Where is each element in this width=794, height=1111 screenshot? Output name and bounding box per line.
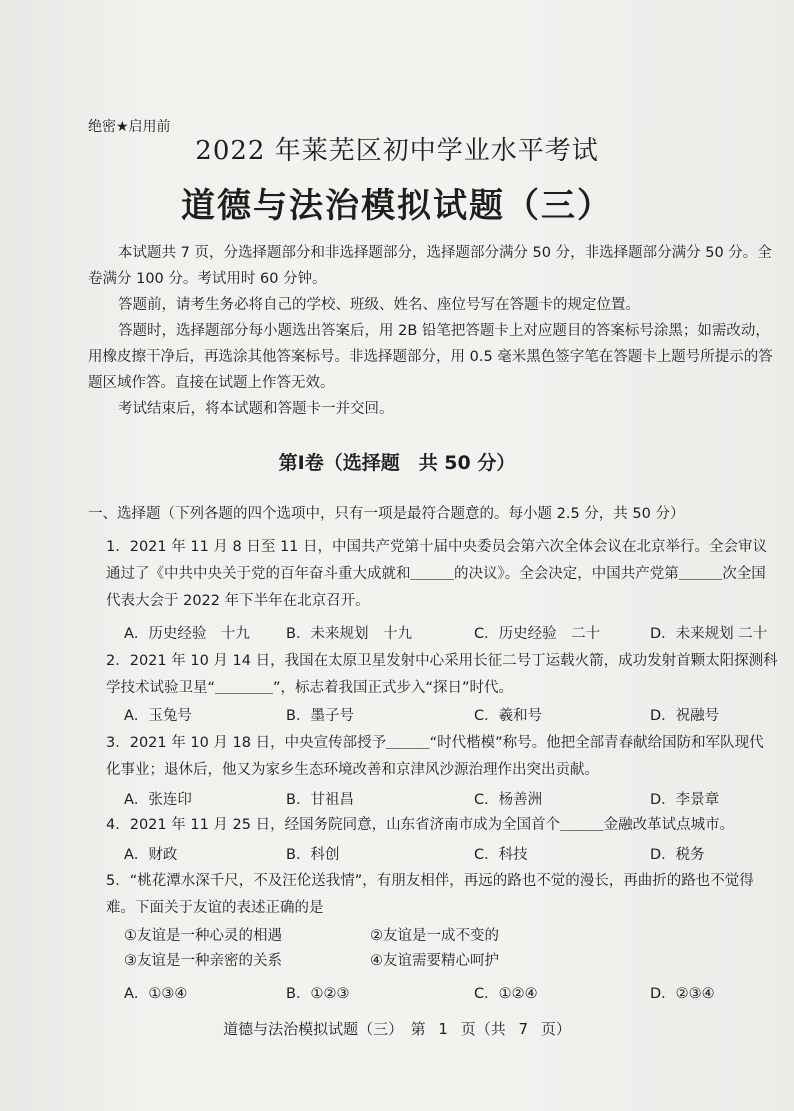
question-2 — [106, 648, 778, 702]
option-c: C．科技 — [474, 847, 528, 863]
question-stem: 1．2021 年 11 月 8 日至 11 日，中国共产党第十届中央委员会第六次全体会议在北京举行。全会审议通过了《中共中央关于党的百年奋斗重大成就和＿＿＿的决议》。全会决定，中国共产党第＿＿＿次全国代表大会于 2022 年下半年在北京召开。 — [106, 539, 768, 609]
question-4 — [106, 812, 778, 839]
option-c: C．羲和号 — [474, 708, 543, 724]
option-d: D．未来规划 二十 — [650, 626, 768, 642]
question-1-options — [124, 622, 784, 643]
statement-2: ②友谊是一成不变的 — [370, 928, 499, 944]
part-heading: 一、选择题（下列各题的四个选项中，只有一项是最符合题意的。每小题 2.5 分，共 50 分） — [88, 506, 685, 522]
question-2-options — [124, 704, 784, 725]
instruction-paragraph: 本试题共 7 页，分选择题部分和非选择题部分，选择题部分满分 50 分，非选择题部分满分 50 分。全卷满分 100 分。考试用时 60 分钟。 — [88, 245, 772, 287]
statement-1: ①友谊是一种心灵的相遇 — [124, 928, 282, 944]
question-5 — [106, 868, 778, 922]
section-title: 第Ⅰ卷（选择题 共 50 分） — [278, 452, 516, 474]
option-a: A．玉兔号 — [124, 708, 192, 724]
option-d: D．祝融号 — [650, 708, 720, 724]
question-4-options — [124, 843, 784, 864]
instructions — [88, 240, 778, 422]
option-c: C．杨善洲 — [474, 792, 543, 808]
question-3-options — [124, 788, 784, 809]
option-b: B．①②③ — [286, 986, 350, 1002]
option-b: B．科创 — [286, 847, 340, 863]
question-1 — [106, 534, 778, 615]
statement-4: ④友谊需要精心呵护 — [370, 953, 499, 969]
instruction-paragraph: 考试结束后，将本试题和答题卡一并交回。 — [118, 401, 394, 417]
question-stem: 2．2021 年 10 月 14 日，我国在太原卫星发射中心采用长征二号丁运载火箭，成功发射首颗太阳探测科学技术试验卫星“＿＿＿＿”，标志着我国正式步入“探日”时代。 — [106, 653, 778, 696]
option-a: A．①③④ — [124, 986, 188, 1002]
question-5-options — [124, 982, 784, 1003]
question-3 — [106, 730, 778, 784]
instruction-paragraph: 答题前，请考生务必将自己的学校、班级、姓名、座位号写在答题卡的规定位置。 — [118, 297, 640, 313]
question-stem: 5．“桃花潭水深千尺，不及汪伦送我情”，有朋友相伴，再远的路也不觉的漫长，再曲折的路也不觉得难。下面关于友谊的表述正确的是 — [106, 873, 754, 916]
option-c: C．①②④ — [474, 986, 538, 1002]
option-a: A．张连印 — [124, 792, 192, 808]
option-b: B．未来规划 十九 — [286, 626, 412, 642]
question-stem: 4．2021 年 11 月 25 日，经国务院同意，山东省济南市成为全国首个＿＿＿金融改革试点城市。 — [106, 817, 735, 833]
option-c: C．历史经验 二十 — [474, 626, 601, 642]
option-a: A．历史经验 十九 — [124, 626, 250, 642]
option-d: D．税务 — [650, 847, 705, 863]
option-a: A．财政 — [124, 847, 178, 863]
statement-3: ③友谊是一种亲密的关系 — [124, 953, 282, 969]
confidential-mark: 绝密★启用前 — [88, 119, 171, 135]
question-stem: 3．2021 年 10 月 18 日，中央宣传部授予＿＿＿“时代楷模”称号。他把全部青春献给国防和军队现代化事业；退休后，他又为家乡生态环境改善和京津风沙源治理作出突出贡献。 — [106, 735, 764, 778]
question-5-statements — [124, 924, 624, 970]
option-b: B．甘祖昌 — [286, 792, 354, 808]
exam-title: 2022 年莱芜区初中学业水平考试 — [195, 136, 599, 166]
page-footer: 道德与法治模拟试题（三） 第 1 页（共 7 页） — [223, 1020, 571, 1038]
option-b: B．墨子号 — [286, 708, 354, 724]
option-d: D．李景章 — [650, 792, 720, 808]
instruction-paragraph: 答题时，选择题部分每小题选出答案后，用 2B 铅笔把答题卡上对应题目的答案标号涂黑；如需改动，用橡皮擦干净后，再选涂其他答案标号。非选择题部分，用 0.5 毫米黑色签字笔在答题卡上题号所提示的答题区域作答。直接在试题上作答无效。 — [88, 323, 773, 391]
option-d: D．②③④ — [650, 986, 715, 1002]
paper-title: 道德与法治模拟试题（三） — [181, 186, 613, 226]
